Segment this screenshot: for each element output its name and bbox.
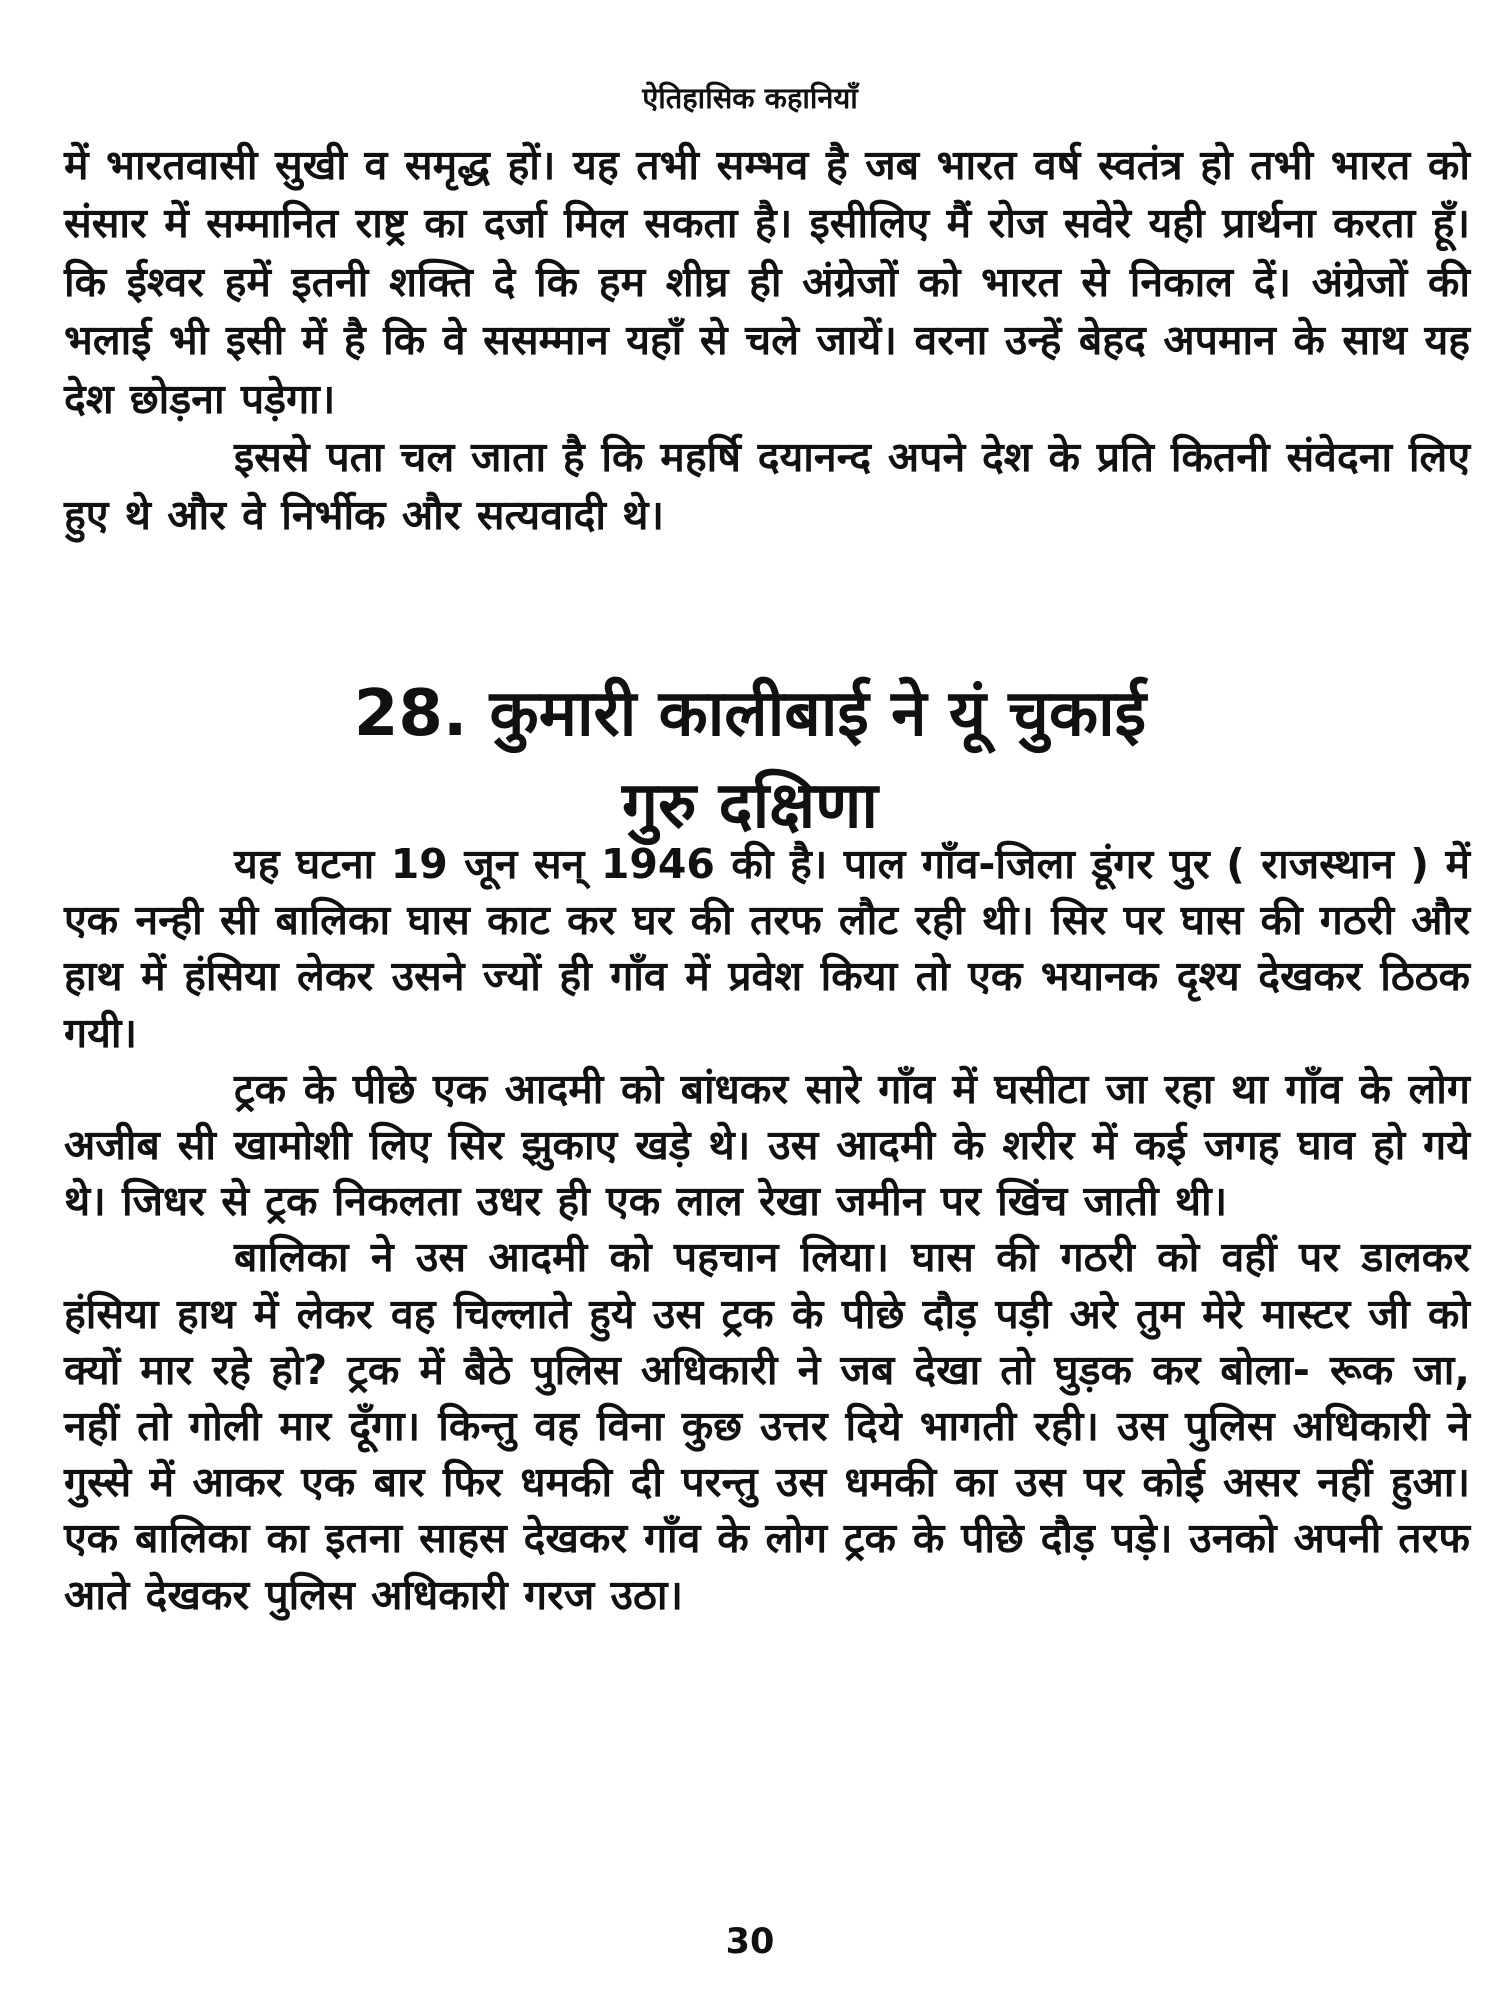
intro-paragraph: में भारतवासी सुखी व समृद्ध हों। यह तभी सम्भव है जब भारत वर्ष स्वतंत्र हो तभी भारत को संसार में सम्मानित राष्ट्र का दर्जा मिल सकता है। इसीलिए मैं रोज सवेरे यही प्रार्थना करता हूँ। कि ईश्वर हमें इतनी शक्ति दे कि हम शीघ्र ही अंग्रेजों को भारत से निकाल दें। अंग्रेजों की भलाई भी इसी में है कि वे ससम्मान यहाँ से चले जायें। वरना उन्हें बेहद अपमान के साथ यह देश छोड़ना पड़ेगा। [64,141,1470,423]
running-header: ऐतिहासिक कहानियाँ [642,81,858,115]
page-number: 30 [725,1922,775,1962]
story-paragraph: ट्रक के पीछे एक आदमी को बांधकर सारे गाँव में घसीटा जा रहा था गाँव के लोग अजीब सी खामोशी लिए सिर झुकाए खड़े थे। उस आदमी के शरीर में कई जगह घाव हो गये थे। जिधर से ट्रक निकलता उधर ही एक लाल रेखा जमीन पर खिंच जाती थी। [64,1064,1470,1226]
chapter-title-line-1: 28. कुमारी कालीबाई ने यूं चुकाई [353,677,1147,751]
chapter-title [100,668,1400,852]
intro-text [64,136,1470,545]
story-paragraph: यह घटना 19 जून सन् 1946 की है। पाल गाँव-जिला डूंगर पुर ( राजस्थान ) में एक नन्ही सी बालिका घास काट कर घर की तरफ लौट रही थी। सिर पर घास की गठरी और हाथ में हंसिया लेकर उसने ज्यों ही गाँव में प्रवेश किया तो एक भयानक दृश्य देखकर ठिठक गयी। [64,840,1470,1057]
story-text [64,836,1470,1623]
intro-paragraph: इससे पता चल जाता है कि महर्षि दयानन्द अपने देश के प्रति कितनी संवेदना लिए हुए थे और वे निर्भीक और सत्यवादी थे। [64,433,1470,540]
story-paragraph: बालिका ने उस आदमी को पहचान लिया। घास की गठरी को वहीं पर डालकर हंसिया हाथ में लेकर वह चिल्लाते हुये उस ट्रक के पीछे दौड़ पड़ी अरे तुम मेरे मास्टर जी को क्यों मार रहे हो? ट्रक में बैठे पुलिस अधिकारी ने जब देखा तो घुड़क कर बोला- रूक जा, नहीं तो गोली मार दूँगा। किन्तु वह विना कुछ उत्तर दिये भागती रही। उस पुलिस अधिकारी ने गुस्से में आकर एक बार फिर धमकी दी परन्तु उस धमकी का उस पर कोई असर नहीं हुआ। एक बालिका का इतना साहस देखकर गाँव के लोग ट्रक के पीछे दौड़ पड़े। उनको अपनी तरफ आते देखकर पुलिस अधिकारी गरज उठा। [64,1233,1471,1619]
chapter-title-line-2: गुरु दक्षिणा [622,769,878,843]
